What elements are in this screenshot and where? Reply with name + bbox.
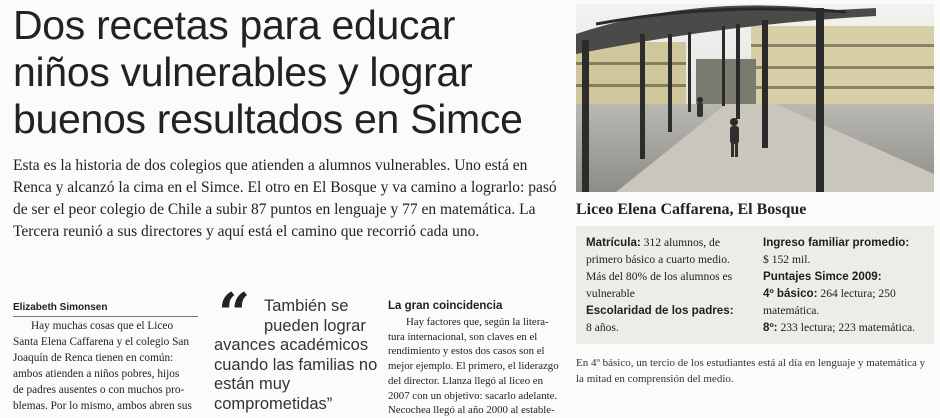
- body-line: tura internacional, son claves en el: [388, 330, 538, 343]
- pull-quote-line: avances académicos: [214, 336, 369, 354]
- pull-quote: [214, 297, 378, 414]
- byline: Elizabeth Simonsen: [13, 302, 198, 317]
- ingreso-value: $ 152 mil.: [763, 253, 811, 266]
- cuarto-value: 264 lectura; 250: [820, 287, 896, 300]
- body-line: ambos atienden a niños pobres, hijos: [13, 368, 180, 380]
- lead-line: Esta es la historia de dos colegios que atienden a alumnos vulnerables. Uno está en: [13, 157, 528, 174]
- factbox-left-column: [586, 234, 756, 336]
- matricula-line: Más del 80% de los alumnos es: [586, 270, 733, 283]
- matricula-line: vulnerable: [586, 287, 635, 300]
- cuarto-line: matemática.: [763, 304, 820, 317]
- headline: [13, 2, 568, 143]
- headline-line: buenos resultados en Simce: [13, 96, 523, 142]
- section-subhead: La gran coincidencia: [388, 300, 503, 312]
- lead-line: de ser el peor colegio de Chile a subir 87 puntos en lenguaje y 77 en matemática. La: [13, 201, 536, 218]
- matricula-label: Matrícula:: [586, 236, 641, 249]
- factbox-right-column: [763, 234, 933, 336]
- body-line: de padres ausentes o con muchos pro-: [13, 384, 185, 396]
- body-line: Hay muchas cosas que el Liceo: [31, 320, 174, 332]
- pull-quote-line: pueden lograr: [264, 316, 366, 335]
- escolaridad-label: Escolaridad de los padres:: [586, 304, 734, 317]
- body-line: Necochea llegó al año 2000 al estable-: [388, 404, 555, 417]
- caption-line: En 4º básico, un tercio de los estudiantes está al día en lenguaje y matemática y: [576, 357, 926, 369]
- cuarto-label: 4º básico:: [763, 287, 818, 300]
- puntajes-label: Puntajes Simce 2009:: [763, 270, 882, 283]
- body-line: 2007 con un objetivo: sacarlo adelante.: [388, 389, 558, 402]
- pull-quote-line: comprometidas”: [214, 394, 333, 413]
- lead-line: Renca y alcanzó la cima en el Simce. El otro en El Bosque y va camino a lograrlo: pasó: [13, 179, 557, 196]
- escolaridad-value: 8 años.: [586, 321, 619, 334]
- body-line: Hay factores que, según la litera-: [406, 316, 549, 328]
- lead-line: Tercera reunió a sus directores y aquí está el camino que recorrió cada uno.: [13, 223, 480, 240]
- quote-mark-icon: “: [218, 281, 251, 347]
- body-line: Santa Elena Caffarena y el colegio San: [13, 336, 190, 348]
- matricula-line: primero básico a cuarto medio.: [586, 253, 730, 266]
- octavo-label: 8º:: [763, 321, 778, 334]
- photo-caption: [576, 355, 936, 387]
- article-column-3: [388, 315, 560, 418]
- octavo-line: [763, 319, 933, 336]
- pull-quote-line: También se: [264, 297, 349, 315]
- body-line: rendimiento y estos dos casos son el: [388, 345, 545, 358]
- caption-line: la mitad en comprensión del medio.: [576, 373, 734, 385]
- ingreso-label: Ingreso familiar promedio:: [763, 236, 910, 249]
- lead-paragraph: [13, 155, 568, 243]
- matricula-value: 312 alumnos, de: [643, 236, 720, 249]
- pull-quote-line: cuando las familias no: [214, 355, 378, 374]
- body-line: blemas. Por lo mismo, ambos abren sus: [13, 400, 192, 412]
- cuarto-line: [763, 285, 933, 302]
- school-courtyard-photo: [576, 4, 934, 192]
- headline-line: Dos recetas para educar: [13, 2, 456, 48]
- pull-quote-line: están muy: [214, 375, 291, 393]
- factbox: [576, 226, 934, 344]
- body-line: mejor ejemplo. El primero, el liderazgo: [388, 360, 559, 373]
- body-line: del director. Llanza llegó al liceo en: [388, 374, 543, 387]
- factbox-title: Liceo Elena Caffarena, El Bosque: [576, 201, 807, 218]
- octavo-value: 233 lectura; 223 matemática.: [780, 321, 916, 334]
- body-line: Joaquín de Renca tienen en común:: [13, 352, 174, 364]
- headline-line: niños vulnerables y lograr: [13, 49, 473, 95]
- matricula-line: [586, 234, 756, 251]
